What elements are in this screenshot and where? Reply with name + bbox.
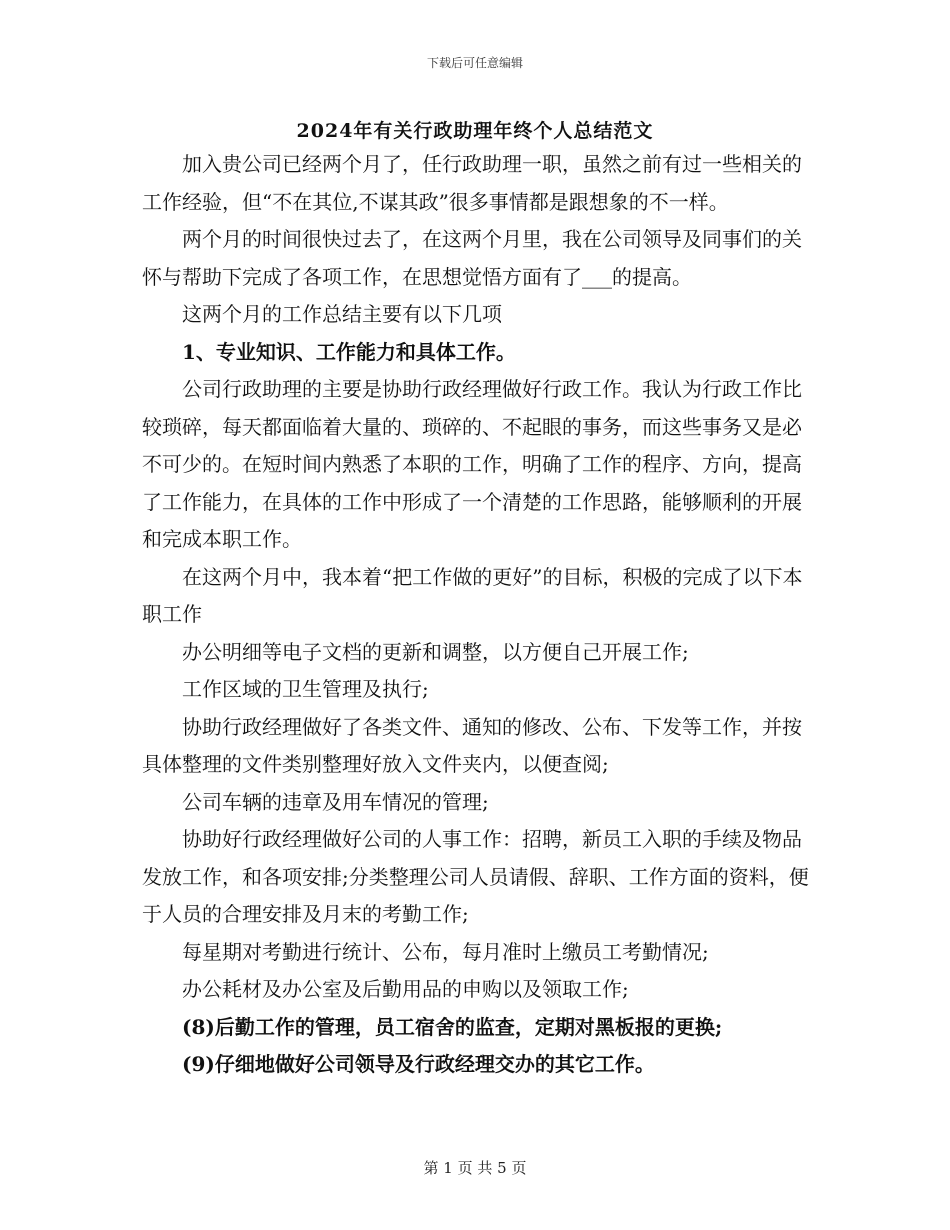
section-heading-1: 1、专业知识、工作能力和具体工作。 bbox=[182, 339, 516, 364]
list-item-vehicles: 公司车辆的违章及用车情况的管理; bbox=[182, 789, 489, 814]
list-item-other: (9)仔细地做好公司领导及行政经理交办的其它工作。 bbox=[182, 1052, 655, 1076]
page-footer: 第 1 页 共 5 页 bbox=[423, 1159, 527, 1177]
document-body bbox=[142, 146, 810, 1084]
document-title: 2024年有关行政助理年终个人总结范文 bbox=[296, 120, 654, 142]
paragraph-intro: 加入贵公司已经两个月了，任行政助理一职，虽然之前有过一些相关的工作经验，但“不在其位,不谋其政”很多事情都是跟想象的不一样。 bbox=[142, 152, 802, 214]
list-item-files: 协助行政经理做好了各类文件、通知的修改、公布、下发等工作，并按具体整理的文件类别整理好放入文件夹内，以便查阅; bbox=[142, 714, 802, 776]
list-item-hr: 协助好行政经理做好公司的人事工作：招聘，新员工入职的手续及物品发放工作，和各项安排;分类整理公司人员请假、辞职、工作方面的资料，便于人员的合理安排及月末的考勤工作; bbox=[142, 827, 809, 926]
paragraph-two-months: 两个月的时间很快过去了，在这两个月里，我在公司领导及同事们的关怀与帮助下完成了各项工作，在思想觉悟方面有了___的提高。 bbox=[142, 227, 802, 289]
list-item-hygiene: 工作区域的卫生管理及执行; bbox=[182, 677, 429, 701]
paragraph-goal: 在这两个月中，我本着“把工作做的更好”的目标，积极的完成了以下本职工作 bbox=[142, 564, 803, 626]
paragraph-summary-lead: 这两个月的工作总结主要有以下几项 bbox=[182, 302, 502, 326]
list-item-attendance: 每星期对考勤进行统计、公布，每月准时上缴员工考勤情况; bbox=[182, 939, 709, 964]
list-item-supplies: 办公耗材及办公室及后勤用品的申购以及领取工作; bbox=[182, 977, 629, 1001]
paragraph-role-description: 公司行政助理的主要是协助行政经理做好行政工作。我认为行政工作比较琐碎，每天都面临着大量的、琐碎的、不起眼的事务，而这些事务又是必不可少的。在短时间内熟悉了本职的工作，明确了工作的程序、方向，提高了工作能力，在具体的工作中形成了一个清楚的工作思路，能够顺利的开展和完成本职工作。 bbox=[142, 377, 802, 551]
list-item-logistics: (8)后勤工作的管理，员工宿舍的监查，定期对黑板报的更换; bbox=[182, 1014, 723, 1039]
page-header: 下载后可任意编辑 bbox=[426, 56, 523, 70]
list-item-documents: 办公明细等电子文档的更新和调整，以方便自己开展工作; bbox=[182, 639, 689, 664]
